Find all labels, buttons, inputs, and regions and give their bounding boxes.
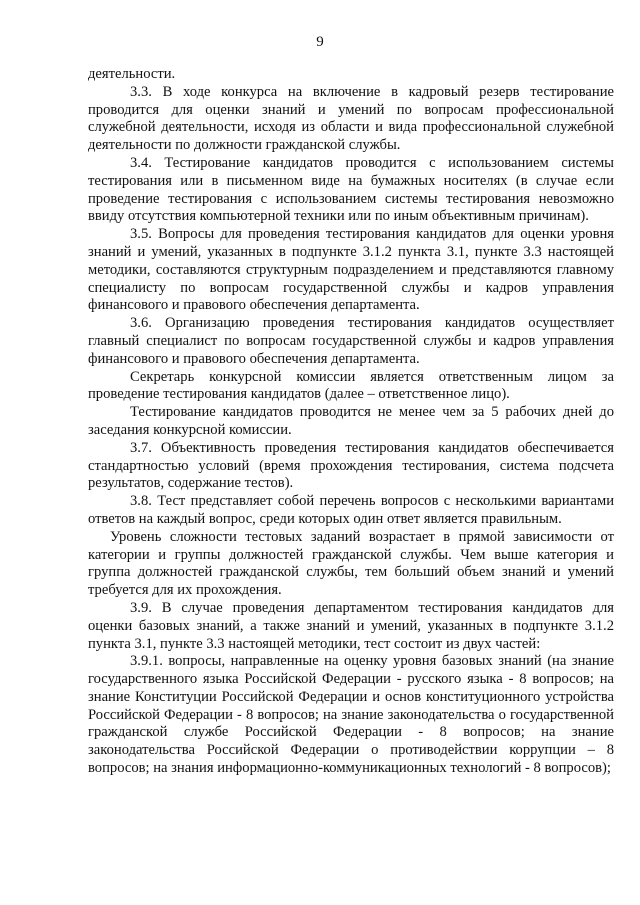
paragraph-3-7: 3.7. Объективность проведения тестирования кандидатов обеспечивается стандартностью условий (время прохождения тестирования, система подсчета результатов, содержание тестов). [88,439,614,492]
paragraph-3-5: 3.5. Вопросы для проведения тестирования кандидатов для оценки уровня знаний и умений, указанных в подпункте 3.1.2 пункта 3.1, пункте 3.3 настоящей методики, составляются структурным подразделением и представляются главному специалисту по вопросам государственной службы и кадров управления финансового и правового обеспечения департамента. [88,226,614,314]
paragraph-3-6-secretary: Секретарь конкурсной комиссии является ответственным лицом за проведение тестирования кандидатов (далее – ответственное лицо). [88,368,614,403]
paragraph-3-6-timing: Тестирование кандидатов проводится не менее чем за 5 рабочих дней до заседания конкурсной комиссии. [88,404,614,438]
paragraph-3-4: 3.4. Тестирование кандидатов проводится с использованием системы тестирования или в письменном виде на бумажных носителях (в случае если проведение тестирования с использованием системы тестирования невозможно ввиду отсутствия компьютерной техники или по иным объективным причинам). [88,154,614,225]
paragraph-3-9: 3.9. В случае проведения департаментом тестирования кандидатов для оценки базовых знаний, а также знаний и умений, указанных в подпункте 3.1.2 пункта 3.1, пункте 3.3 настоящей методики, тест состоит из двух частей: [88,599,614,652]
paragraph-3-8-complexity: Уровень сложности тестовых заданий возрастает в прямой зависимости от категории и группы должностей гражданской службы. Чем выше категория и группа должностей гражданской службы, тем больший объем знаний и умений требуется для их прохождения. [88,528,614,599]
document-body [88,66,614,778]
paragraph-continuation: деятельности. [88,66,176,82]
paragraph-3-8: 3.8. Тест представляет собой перечень вопросов с несколькими вариантами ответов на каждый вопрос, среди которых один ответ является правильным. [88,493,614,527]
paragraph-3-6: 3.6. Организацию проведения тестирования кандидатов осуществляет главный специалист по вопросам государственной службы и кадров управления финансового и правового обеспечения департамента. [88,315,614,367]
paragraph-3-3: 3.3. В ходе конкурса на включение в кадровый резерв тестирование проводится для оценки знаний и умений по вопросам профессиональной служебной деятельности, исходя из области и вида профессиональной служебной деятельности по должности гражданской службы. [88,83,614,154]
page-number: 9 [316,34,324,50]
paragraph-3-9-1: 3.9.1. вопросы, направленные на оценку уровня базовых знаний (на знание государственного языка Российской Федерации - русского языка - 8 вопросов; на знание Конституции Российской Федерации и основ конституционного устройства Российской Федерации - 8 вопросов; на знание законодательства о государственной гражданской службе Российской Федерации - 8 вопросов; на знание законодательства Российской Федерации о противодействии коррупции – 8 вопросов; на знания информационно-коммуникационных технологий - 8 вопросов); [88,653,614,777]
